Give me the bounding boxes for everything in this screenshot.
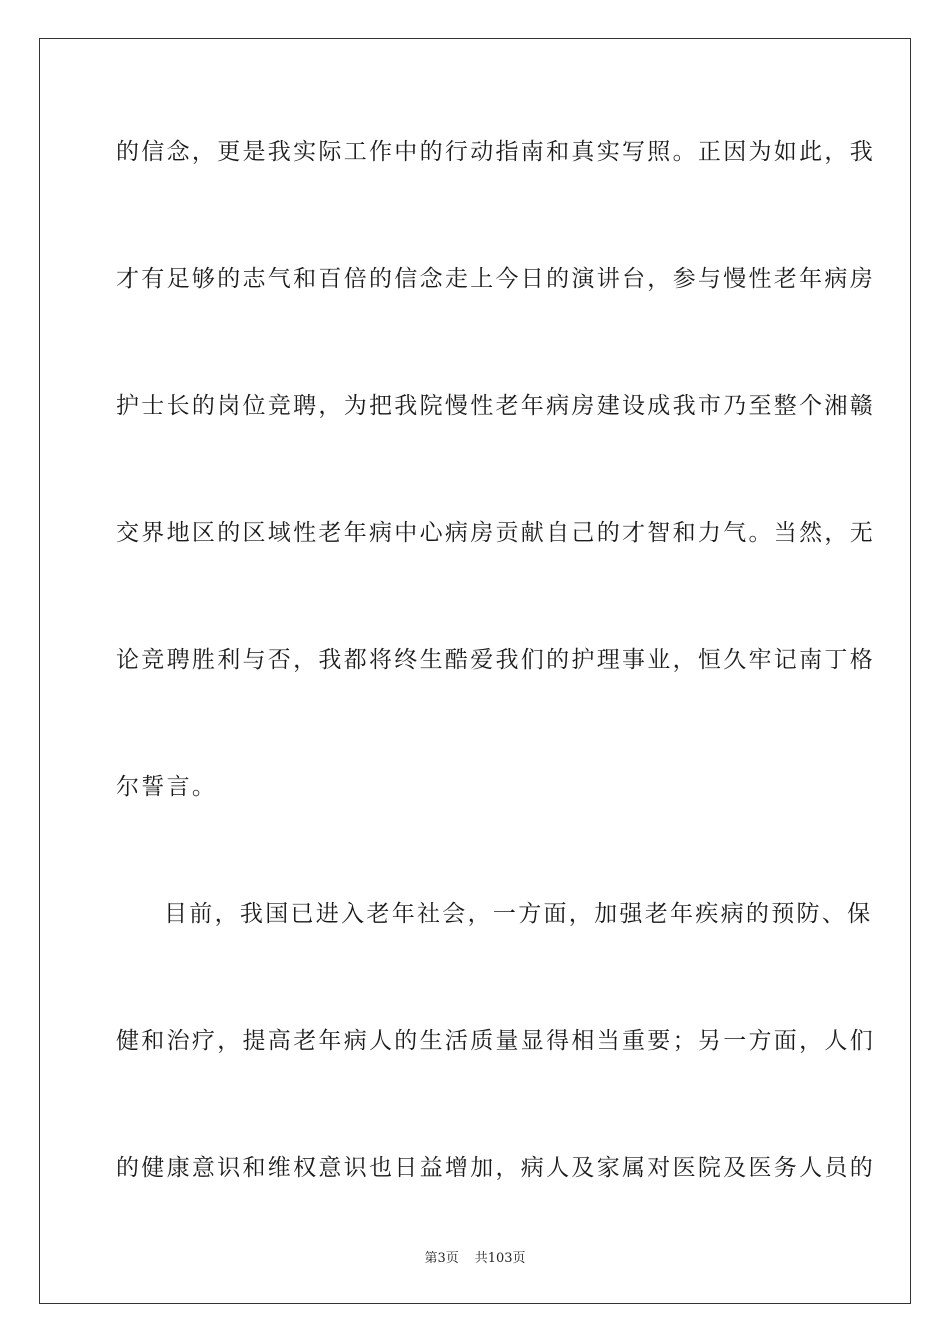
page-footer [0, 1247, 950, 1266]
text-line: 论竞聘胜利与否，我都将终生酷爱我们的护理事业，恒久牢记南丁格 [116, 647, 875, 673]
paragraph-first-line: 目前，我国已进入老年社会，一方面，加强老年疾病的预防、保 [164, 901, 873, 927]
text-line: 尔誓言。 [116, 774, 218, 800]
text-line: 交界地区的区域性老年病中心病房贡献自己的才智和力气。当然，无 [116, 520, 875, 546]
total-pages: 共103页 [474, 1251, 526, 1266]
text-line: 护士长的岗位竞聘，为把我院慢性老年病房建设成我市乃至整个湘赣 [116, 393, 875, 419]
document-body [116, 126, 875, 1269]
page-number: 第3页 [424, 1251, 459, 1266]
text-line: 的健康意识和维权意识也日益增加，病人及家属对医院及医务人员的 [116, 1155, 875, 1181]
text-line: 的信念，更是我实际工作中的行动指南和真实写照。正因为如此，我 [116, 139, 875, 165]
text-line: 才有足够的志气和百倍的信念走上今日的演讲台，参与慢性老年病房 [116, 266, 875, 292]
text-line: 健和治疗，提高老年病人的生活质量显得相当重要；另一方面，人们 [116, 1028, 875, 1054]
